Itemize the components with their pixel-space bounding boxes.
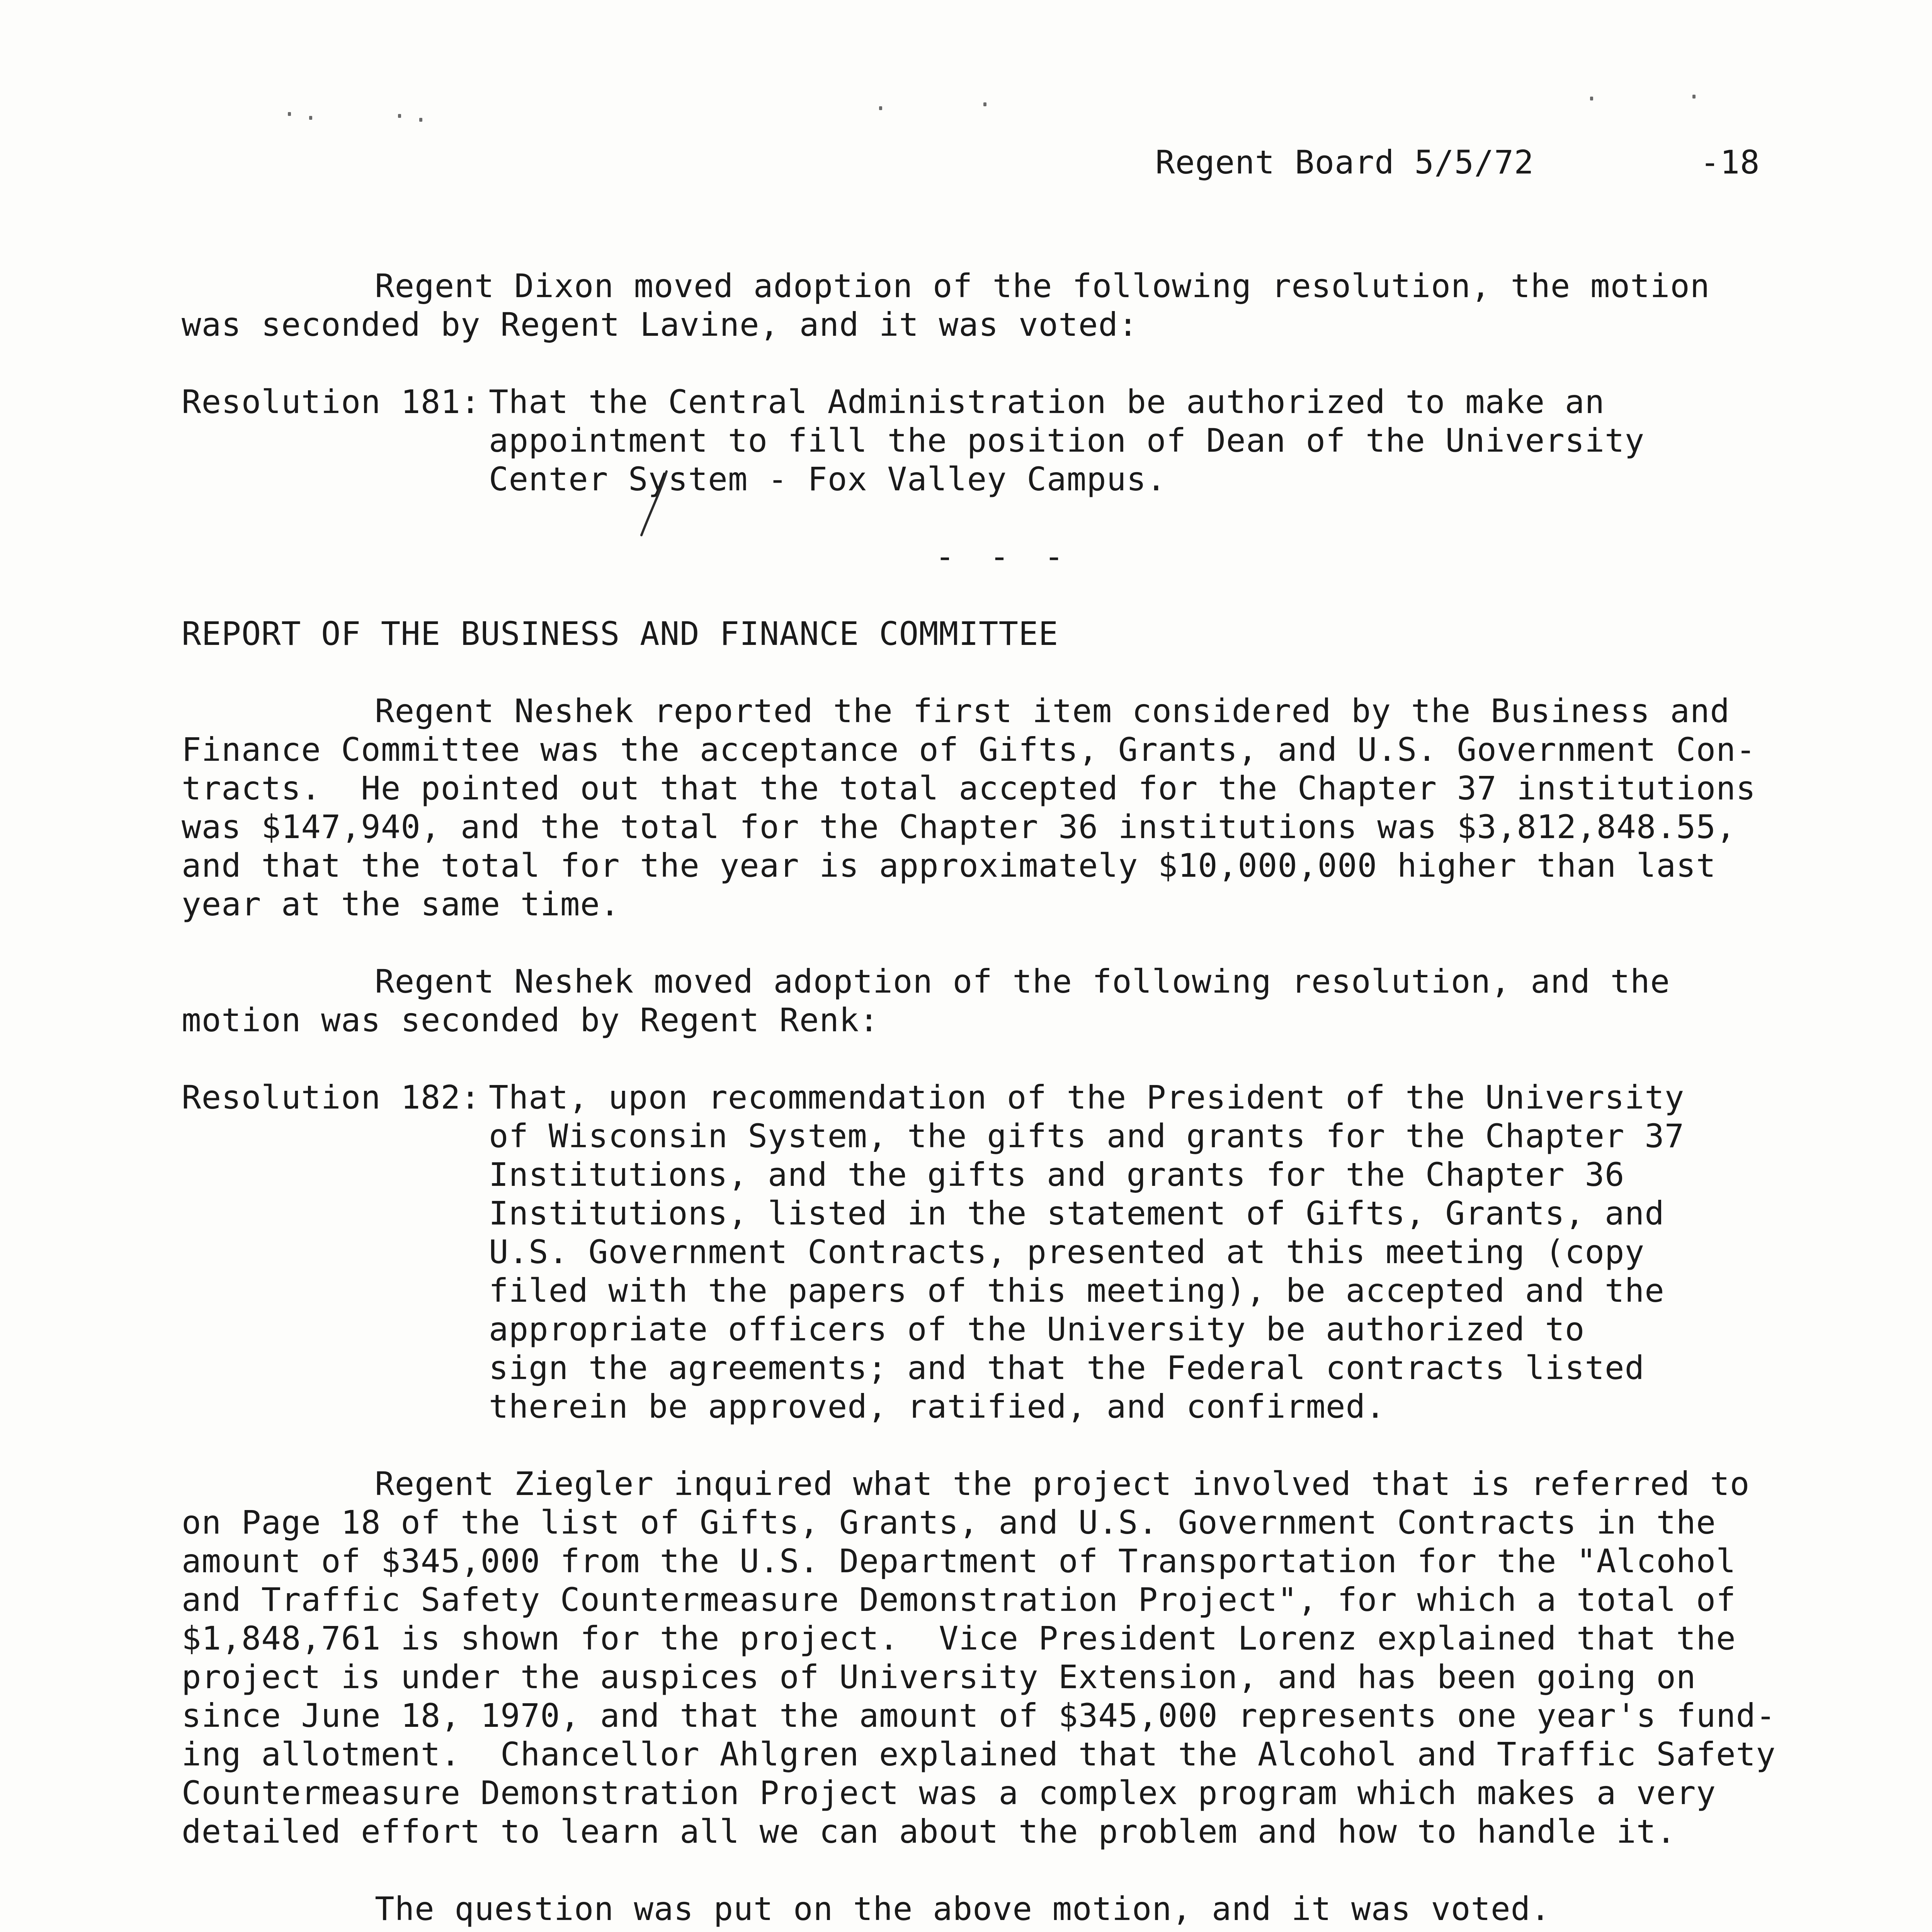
handwritten-check-mark <box>630 468 676 541</box>
scan-speck <box>1590 97 1593 100</box>
resolution-line: That the Central Administration be authorized to make an <box>489 383 1605 421</box>
resolution-line: appointment to fill the position of Dean of the University <box>489 422 1645 459</box>
section-separator: - - - <box>935 537 1071 575</box>
scan-speck <box>309 116 312 120</box>
paragraph-line: project is under the auspices of University Extension, and has been going on <box>182 1658 1696 1696</box>
paragraph-line: and that the total for the year is approximately $10,000,000 higher than last <box>182 847 1716 884</box>
paragraph-line: Regent Dixon moved adoption of the following resolution, the motion <box>375 267 1710 305</box>
paragraph-line: Regent Ziegler inquired what the project involved that is referred to <box>375 1465 1750 1503</box>
paragraph-line: was $147,940, and the total for the Chapter 36 institutions was $3,812,848.55, <box>182 808 1736 846</box>
paragraph-line: on Page 18 of the list of Gifts, Grants, and U.S. Government Contracts in the <box>182 1503 1716 1541</box>
scan-speck <box>879 106 882 110</box>
paragraph-line: Countermeasure Demonstration Project was a complex program which makes a very <box>182 1774 1716 1812</box>
paragraph-line: $1,848,761 is shown for the project. Vice President Lorenz explained that the <box>182 1619 1736 1657</box>
resolution-line: That, upon recommendation of the President of the University <box>489 1078 1685 1116</box>
scan-speck <box>288 112 291 116</box>
paragraph-line: year at the same time. <box>182 885 620 923</box>
resolution-line: appropriate officers of the University be authorized to <box>489 1310 1585 1348</box>
header-title: Regent Board 5/5/72 <box>1155 143 1534 181</box>
header-page-number: -18 <box>1700 143 1760 181</box>
paragraph-line: motion was seconded by Regent Renk: <box>182 1001 879 1039</box>
paragraph-line: tracts. He pointed out that the total accepted for the Chapter 37 institutions <box>182 769 1756 807</box>
resolution-line: U.S. Government Contracts, presented at this meeting (copy <box>489 1233 1645 1271</box>
scan-speck <box>419 118 422 122</box>
paragraph-line: detailed effort to learn all we can about the problem and how to handle it. <box>182 1813 1676 1850</box>
paragraph-line: was seconded by Regent Lavine, and it was voted: <box>182 306 1138 344</box>
paragraph-line: ing allotment. Chancellor Ahlgren explained that the Alcohol and Traffic Safety <box>182 1735 1776 1773</box>
section-heading: REPORT OF THE BUSINESS AND FINANCE COMMITTEE <box>182 615 1059 653</box>
resolution-line: Institutions, and the gifts and grants for the Chapter 36 <box>489 1156 1625 1194</box>
resolution-line: therein be approved, ratified, and confirmed. <box>489 1388 1386 1425</box>
resolution-line: Institutions, listed in the statement of Gifts, Grants, and <box>489 1194 1665 1232</box>
scan-speck <box>983 102 986 106</box>
paragraph-line: and Traffic Safety Countermeasure Demonstration Project", for which a total of <box>182 1581 1736 1619</box>
resolution-line: filed with the papers of this meeting), be accepted and the <box>489 1272 1665 1310</box>
scan-speck <box>398 114 401 118</box>
paragraph-line: Regent Neshek moved adoption of the following resolution, and the <box>375 963 1670 1000</box>
paragraph-line: since June 18, 1970, and that the amount of $345,000 represents one year's fund- <box>182 1697 1776 1735</box>
scan-speck <box>1692 95 1696 99</box>
resolution-line: of Wisconsin System, the gifts and grants for the Chapter 37 <box>489 1117 1685 1155</box>
resolution-line: Center System - Fox Valley Campus. <box>489 460 1167 498</box>
paragraph-line: amount of $345,000 from the U.S. Department of Transportation for the "Alcohol <box>182 1542 1736 1580</box>
paragraph-line: The question was put on the above motion, and it was voted. <box>375 1890 1551 1928</box>
resolution-line: sign the agreements; and that the Federal contracts listed <box>489 1349 1645 1387</box>
paragraph-line: Regent Neshek reported the first item considered by the Business and <box>375 692 1730 730</box>
paragraph-line: Finance Committee was the acceptance of Gifts, Grants, and U.S. Government Con- <box>182 731 1756 769</box>
resolution-label: Resolution 182: <box>182 1078 481 1116</box>
resolution-label: Resolution 181: <box>182 383 481 421</box>
